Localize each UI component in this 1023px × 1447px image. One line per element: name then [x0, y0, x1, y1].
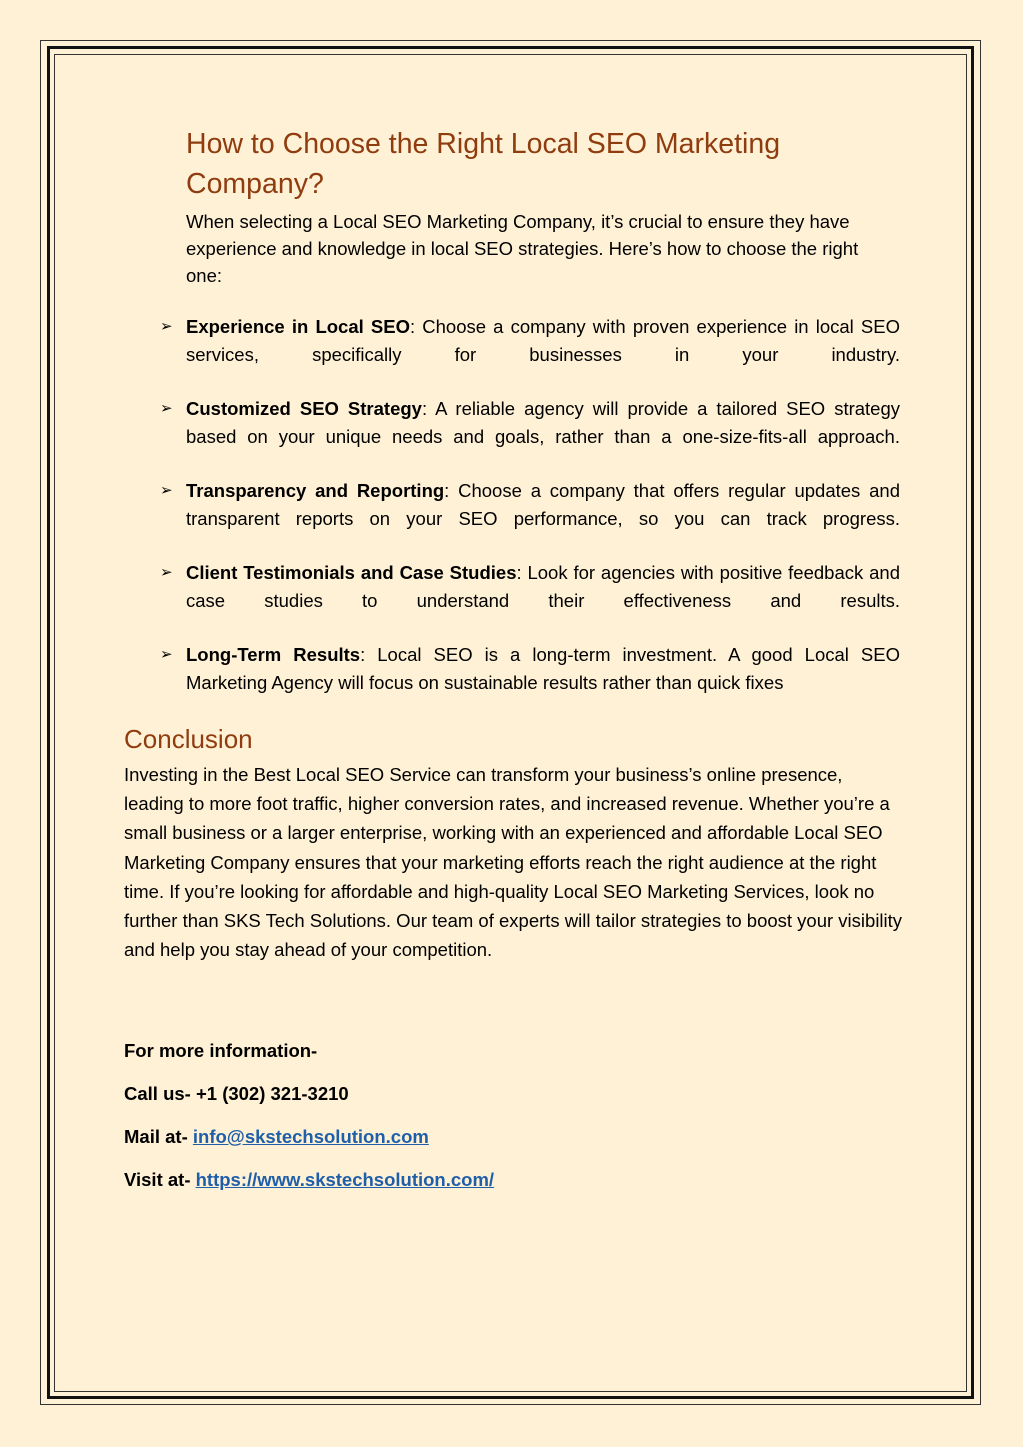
arrow-bullet-icon: ➢ [160, 646, 173, 663]
intro-paragraph: When selecting a Local SEO Marketing Company, it’s crucial to ensure they have experience and knowledge in local SEO strategies. Here’s how to choose the right one: [186, 211, 859, 286]
arrow-bullet-icon: ➢ [160, 564, 173, 581]
website-link[interactable]: https://www.skstechsolution.com/ [195, 1169, 495, 1190]
list-item [160, 477, 900, 532]
list-item-text: : Local SEO is a long-term investment. A good Local SEO Marketing Agency will focus on sustainable results rather than quick fixes [186, 644, 900, 693]
more-info-label: For more information- [124, 1040, 318, 1061]
list-item-text: : Choose a company that offers regular updates and transparent reports on your SEO performance, so you can track progress. [186, 480, 900, 529]
list-item [160, 559, 900, 614]
email-link[interactable]: info@skstechsolution.com [192, 1126, 429, 1147]
tips-list [160, 313, 900, 723]
list-item-text: : A reliable agency will provide a tailored SEO strategy based on your unique needs and goals, rather than a one-size-fits-all approach. [186, 398, 900, 447]
conclusion-heading: Conclusion [124, 724, 253, 754]
list-item [160, 395, 900, 450]
visit-line [124, 1168, 494, 1192]
list-item-term: Client Testimonials and Case Studies [186, 562, 517, 583]
call-us-text: Call us- +1 (302) 321-3210 [124, 1083, 349, 1104]
mail-line [124, 1125, 429, 1149]
arrow-bullet-icon: ➢ [160, 482, 173, 499]
list-item-text: : Choose a company with proven experience in local SEO services, specifically for businesses in your industry. [186, 316, 900, 365]
list-item [160, 641, 900, 696]
mail-label: Mail at- [124, 1126, 193, 1147]
list-item-term: Customized SEO Strategy [186, 398, 422, 419]
visit-label: Visit at- [124, 1169, 196, 1190]
list-item [160, 313, 900, 368]
list-item-term: Experience in Local SEO [186, 316, 410, 337]
list-item-term: Long-Term Results [186, 644, 361, 665]
arrow-bullet-icon: ➢ [160, 400, 173, 417]
page-title: How to Choose the Right Local SEO Marketing Company? [186, 128, 781, 200]
list-item-text: : Look for agencies with positive feedback and case studies to understand their effectiveness and results. [186, 562, 900, 611]
conclusion-paragraph: Investing in the Best Local SEO Service can transform your business’s online presence, leading to more foot traffic, higher conversion rates, and increased revenue. Whether you’re a small business or a larger enterprise, working with an experienced and affordable Local SEO Marketing Company ensures that your marketing efforts reach the right audience at the right time. If you’re looking for affordable and high-quality Local SEO Marketing Services, look no further than SKS Tech Solutions. Our team of experts will tailor strategies to boost your visibility and help you stay ahead of your competition. [124, 764, 903, 961]
arrow-bullet-icon: ➢ [160, 318, 173, 335]
list-item-term: Transparency and Reporting [186, 480, 445, 501]
